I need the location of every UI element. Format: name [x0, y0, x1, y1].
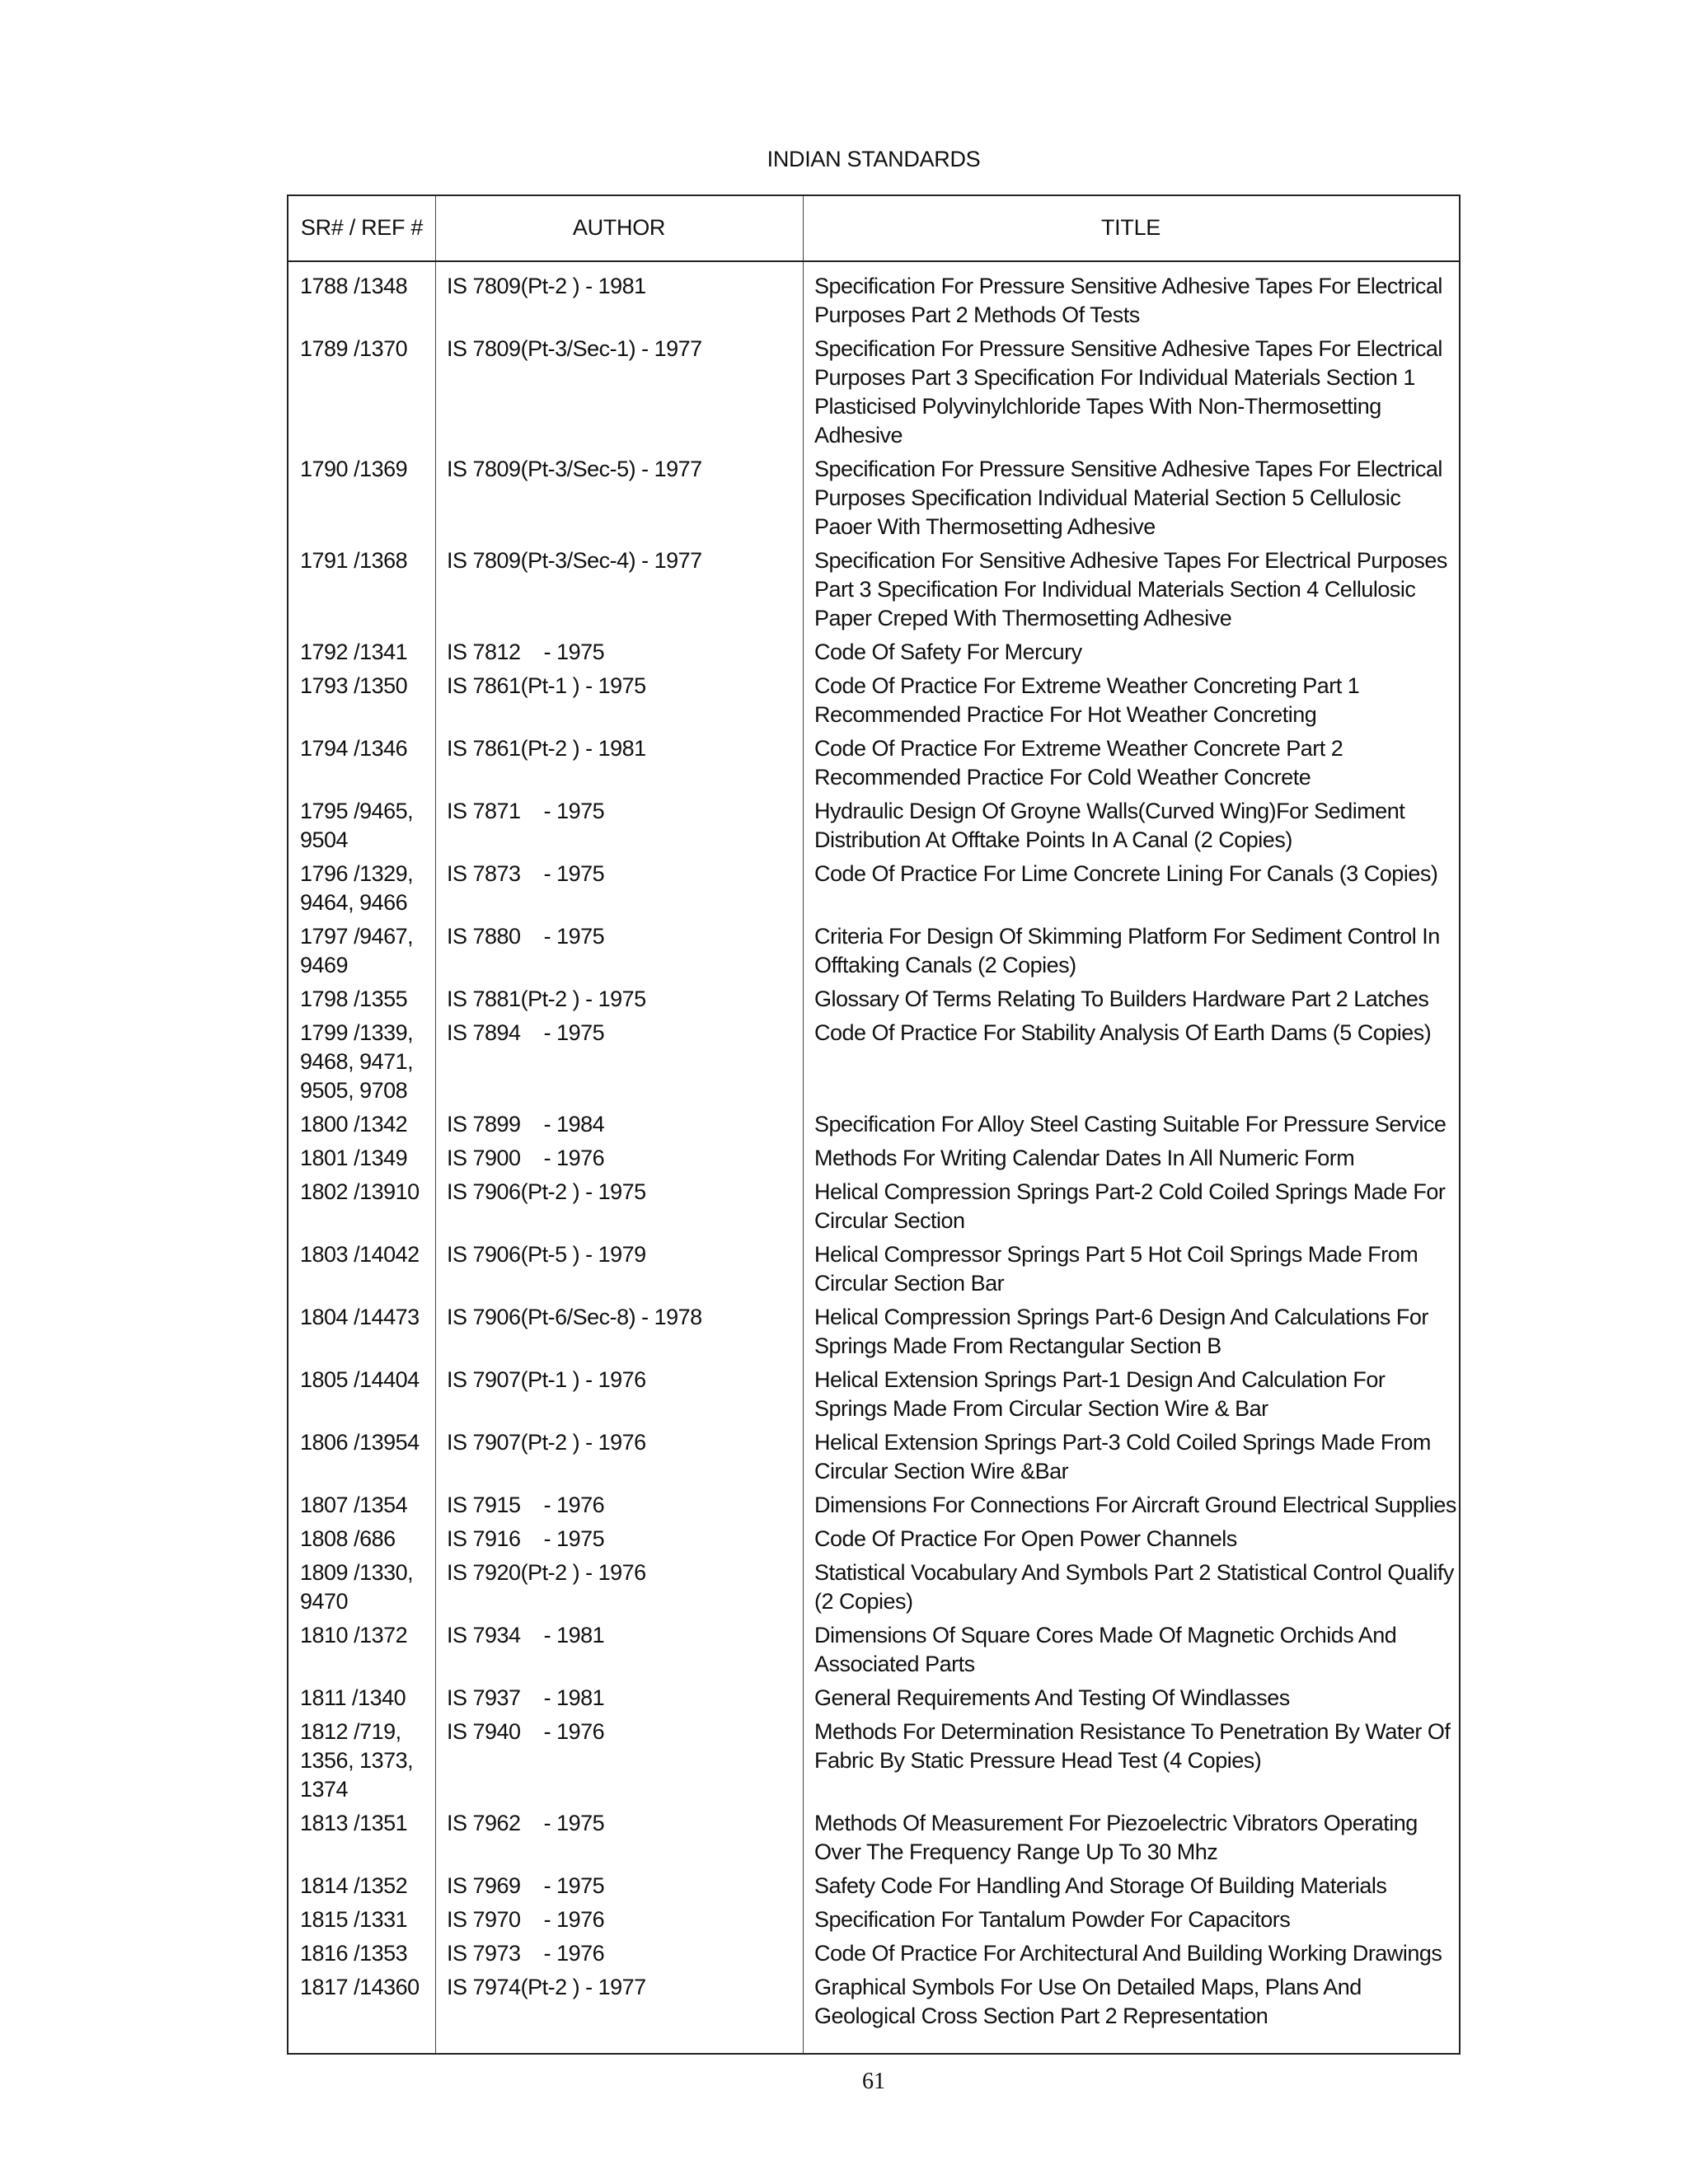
cell-author: IS 7907(Pt-1 ) - 1976: [447, 1367, 646, 1392]
cell-sr-ref: 1790 /1369: [300, 457, 408, 481]
table-row: [288, 1525, 1459, 1554]
cell-title: Code Of Practice For Extreme Weather Concreting Part 1 Recommended Practice For Hot Weather Concreting: [814, 673, 1360, 727]
cell-sr-ref: 1797 /9467, 9469: [300, 924, 414, 977]
table-row: [288, 1809, 1459, 1867]
table-row: [288, 1303, 1459, 1361]
table-row: [288, 797, 1459, 855]
cell-title: Helical Compressor Springs Part 5 Hot Coil Springs Made From Circular Section Bar: [814, 1242, 1418, 1296]
cell-sr-ref: 1796 /1329, 9464, 9466: [300, 861, 414, 915]
cell-sr-ref: 1789 /1370: [300, 336, 408, 361]
cell-author: IS 7809(Pt-3/Sec-1) - 1977: [447, 336, 702, 361]
table-row: [288, 922, 1459, 980]
cell-author: IS 7907(Pt-2 ) - 1976: [447, 1430, 646, 1455]
cell-title: Code Of Practice For Extreme Weather Concrete Part 2 Recommended Practice For Cold Weather Concrete: [814, 736, 1343, 790]
table-row: [288, 860, 1459, 917]
cell-sr-ref: 1801 /1349: [300, 1146, 408, 1170]
cell-author: IS 7894 - 1975: [447, 1020, 605, 1045]
table-row: [288, 1621, 1459, 1679]
document-title: INDIAN STANDARDS: [767, 147, 981, 171]
cell-sr-ref: 1814 /1352: [300, 1873, 408, 1898]
cell-sr-ref: 1817 /14360: [300, 1975, 420, 1999]
cell-author: IS 7812 - 1975: [447, 640, 605, 664]
cell-title: Dimensions Of Square Cores Made Of Magnetic Orchids And Associated Parts: [814, 1623, 1397, 1676]
cell-title: Criteria For Design Of Skimming Platform For Sediment Control In Offtaking Canals (2 Copies): [814, 924, 1440, 977]
cell-sr-ref: 1805 /14404: [300, 1367, 420, 1392]
cell-title: Code Of Practice For Lime Concrete Lining For Canals (3 Copies): [814, 861, 1438, 886]
cell-sr-ref: 1791 /1368: [300, 548, 408, 573]
table-row: [288, 672, 1459, 729]
cell-title: Dimensions For Connections For Aircraft Ground Electrical Supplies: [814, 1493, 1456, 1517]
cell-title: Code Of Practice For Open Power Channels: [814, 1526, 1237, 1551]
cell-title: Methods For Determination Resistance To Penetration By Water Of Fabric By Static Pressure Head Test (4 Copies): [814, 1719, 1451, 1773]
cell-sr-ref: 1803 /14042: [300, 1242, 420, 1267]
cell-sr-ref: 1816 /1353: [300, 1941, 408, 1966]
table-row: [288, 638, 1459, 667]
cell-author: IS 7970 - 1976: [447, 1907, 605, 1932]
cell-title: Specification For Pressure Sensitive Adhesive Tapes For Electrical Purposes Part 2 Methods Of Tests: [814, 274, 1442, 327]
cell-title: Helical Compression Springs Part-2 Cold Coiled Springs Made For Circular Section: [814, 1179, 1446, 1233]
cell-sr-ref: 1793 /1350: [300, 673, 408, 698]
table-row: [288, 985, 1459, 1014]
cell-title: Methods Of Measurement For Piezoelectric Vibrators Operating Over The Frequency Range Up To 30 Mhz: [814, 1811, 1418, 1864]
cell-author: IS 7969 - 1975: [447, 1873, 605, 1898]
cell-author: IS 7937 - 1981: [447, 1685, 605, 1710]
cell-sr-ref: 1813 /1351: [300, 1811, 408, 1835]
cell-title: Code Of Practice For Architectural And Building Working Drawings: [814, 1941, 1442, 1966]
table-row: [288, 1905, 1459, 1934]
table-row: [288, 272, 1459, 330]
cell-title: Specification For Tantalum Powder For Capacitors: [814, 1907, 1291, 1932]
cell-author: IS 7881(Pt-2 ) - 1975: [447, 987, 646, 1011]
table-row: [288, 1366, 1459, 1423]
table-row: [288, 1491, 1459, 1520]
cell-sr-ref: 1812 /719, 1356, 1373, 1374: [300, 1719, 414, 1802]
table-row: [288, 1144, 1459, 1173]
table-header-row: [288, 196, 1459, 262]
table-row: [288, 1240, 1459, 1298]
cell-author: IS 7873 - 1975: [447, 861, 605, 886]
cell-author: IS 7809(Pt-2 ) - 1981: [447, 274, 646, 298]
cell-author: IS 7809(Pt-3/Sec-5) - 1977: [447, 457, 702, 481]
cell-sr-ref: 1802 /13910: [300, 1179, 420, 1204]
cell-sr-ref: 1798 /1355: [300, 987, 408, 1011]
table-row: [288, 1558, 1459, 1616]
cell-sr-ref: 1815 /1331: [300, 1907, 408, 1932]
cell-title: Code Of Practice For Stability Analysis Of Earth Dams (5 Copies): [814, 1020, 1432, 1045]
table-row: [288, 1718, 1459, 1804]
cell-sr-ref: 1809 /1330, 9470: [300, 1560, 414, 1614]
cell-author: IS 7871 - 1975: [447, 799, 605, 823]
standards-table: [287, 194, 1461, 2055]
cell-title: Safety Code For Handling And Storage Of Building Materials: [814, 1873, 1387, 1898]
table-row: [288, 1684, 1459, 1713]
table-row: [288, 1178, 1459, 1235]
cell-title: Specification For Alloy Steel Casting Suitable For Pressure Service: [814, 1112, 1447, 1137]
cell-author: IS 7809(Pt-3/Sec-4) - 1977: [447, 548, 702, 573]
cell-sr-ref: 1799 /1339, 9468, 9471, 9505, 9708: [300, 1020, 414, 1103]
cell-sr-ref: 1792 /1341: [300, 640, 408, 664]
cell-author: IS 7861(Pt-2 ) - 1981: [447, 736, 646, 761]
cell-title: Specification For Pressure Sensitive Adhesive Tapes For Electrical Purposes Specification Individual Material Section 5 Cellulosic Paoer With Thermosetting Adhesive: [814, 457, 1442, 539]
cell-author: IS 7906(Pt-2 ) - 1975: [447, 1179, 646, 1204]
cell-author: IS 7906(Pt-5 ) - 1979: [447, 1242, 646, 1267]
header-author: AUTHOR: [572, 215, 666, 240]
cell-sr-ref: 1795 /9465, 9504: [300, 799, 414, 852]
cell-author: IS 7973 - 1976: [447, 1941, 605, 1966]
header-sr-ref: SR# / REF #: [300, 215, 424, 240]
cell-sr-ref: 1807 /1354: [300, 1493, 408, 1517]
cell-sr-ref: 1804 /14473: [300, 1305, 420, 1329]
cell-title: Statistical Vocabulary And Symbols Part 2 Statistical Control Qualify (2 Copies): [814, 1560, 1454, 1614]
table-row: [288, 1939, 1459, 1968]
header-title: TITLE: [1100, 215, 1160, 240]
cell-title: Specification For Sensitive Adhesive Tapes For Electrical Purposes Part 3 Specification For Individual Materials Section 4 Cellulosic Paper Creped With Thermosetting Adhesive: [814, 548, 1447, 630]
cell-author: IS 7880 - 1975: [447, 924, 605, 949]
table-row: [288, 1872, 1459, 1900]
cell-sr-ref: 1811 /1340: [300, 1685, 406, 1710]
cell-sr-ref: 1794 /1346: [300, 736, 408, 761]
table-row: [288, 335, 1459, 450]
cell-title: Graphical Symbols For Use On Detailed Maps, Plans And Geological Cross Section Part 2 Representation: [814, 1975, 1362, 2028]
cell-title: Helical Extension Springs Part-3 Cold Coiled Springs Made From Circular Section Wire &Bar: [814, 1430, 1431, 1483]
cell-title: Methods For Writing Calendar Dates In All Numeric Form: [814, 1146, 1355, 1170]
cell-title: Glossary Of Terms Relating To Builders Hardware Part 2 Latches: [814, 987, 1429, 1011]
cell-sr-ref: 1810 /1372: [300, 1623, 408, 1647]
page-number: 61: [862, 2069, 885, 2094]
table-row: [288, 1110, 1459, 1139]
cell-title: Helical Compression Springs Part-6 Design And Calculations For Springs Made From Rectangular Section B: [814, 1305, 1428, 1358]
cell-author: IS 7915 - 1976: [447, 1493, 605, 1517]
cell-author: IS 7974(Pt-2 ) - 1977: [447, 1975, 646, 1999]
cell-author: IS 7920(Pt-2 ) - 1976: [447, 1560, 646, 1585]
cell-sr-ref: 1788 /1348: [300, 274, 408, 298]
cell-title: Helical Extension Springs Part-1 Design And Calculation For Springs Made From Circular Section Wire & Bar: [814, 1367, 1386, 1421]
cell-author: IS 7899 - 1984: [447, 1112, 605, 1137]
table-row: [288, 734, 1459, 792]
cell-author: IS 7962 - 1975: [447, 1811, 605, 1835]
table-row: [288, 546, 1459, 633]
cell-author: IS 7916 - 1975: [447, 1526, 605, 1551]
cell-author: IS 7940 - 1976: [447, 1719, 605, 1744]
table-row: [288, 1973, 1459, 2031]
cell-author: IS 7906(Pt-6/Sec-8) - 1978: [447, 1305, 702, 1329]
cell-sr-ref: 1808 /686: [300, 1526, 396, 1551]
cell-title: General Requirements And Testing Of Windlasses: [814, 1685, 1290, 1710]
cell-title: Specification For Pressure Sensitive Adhesive Tapes For Electrical Purposes Part 3 Specification For Individual Materials Section 1 Plasticised Polyvinylchloride Tapes With Non-Thermosetting Adhesive: [814, 336, 1442, 448]
table-body: [288, 272, 1459, 2036]
cell-author: IS 7900 - 1976: [447, 1146, 605, 1170]
cell-sr-ref: 1800 /1342: [300, 1112, 408, 1137]
cell-author: IS 7861(Pt-1 ) - 1975: [447, 673, 646, 698]
cell-author: IS 7934 - 1981: [447, 1623, 605, 1647]
cell-title: Hydraulic Design Of Groyne Walls(Curved Wing)For Sediment Distribution At Offtake Points In A Canal (2 Copies): [814, 799, 1405, 852]
table-row: [288, 455, 1459, 541]
table-row: [288, 1428, 1459, 1486]
cell-title: Code Of Safety For Mercury: [814, 640, 1082, 664]
cell-sr-ref: 1806 /13954: [300, 1430, 420, 1455]
table-row: [288, 1019, 1459, 1105]
